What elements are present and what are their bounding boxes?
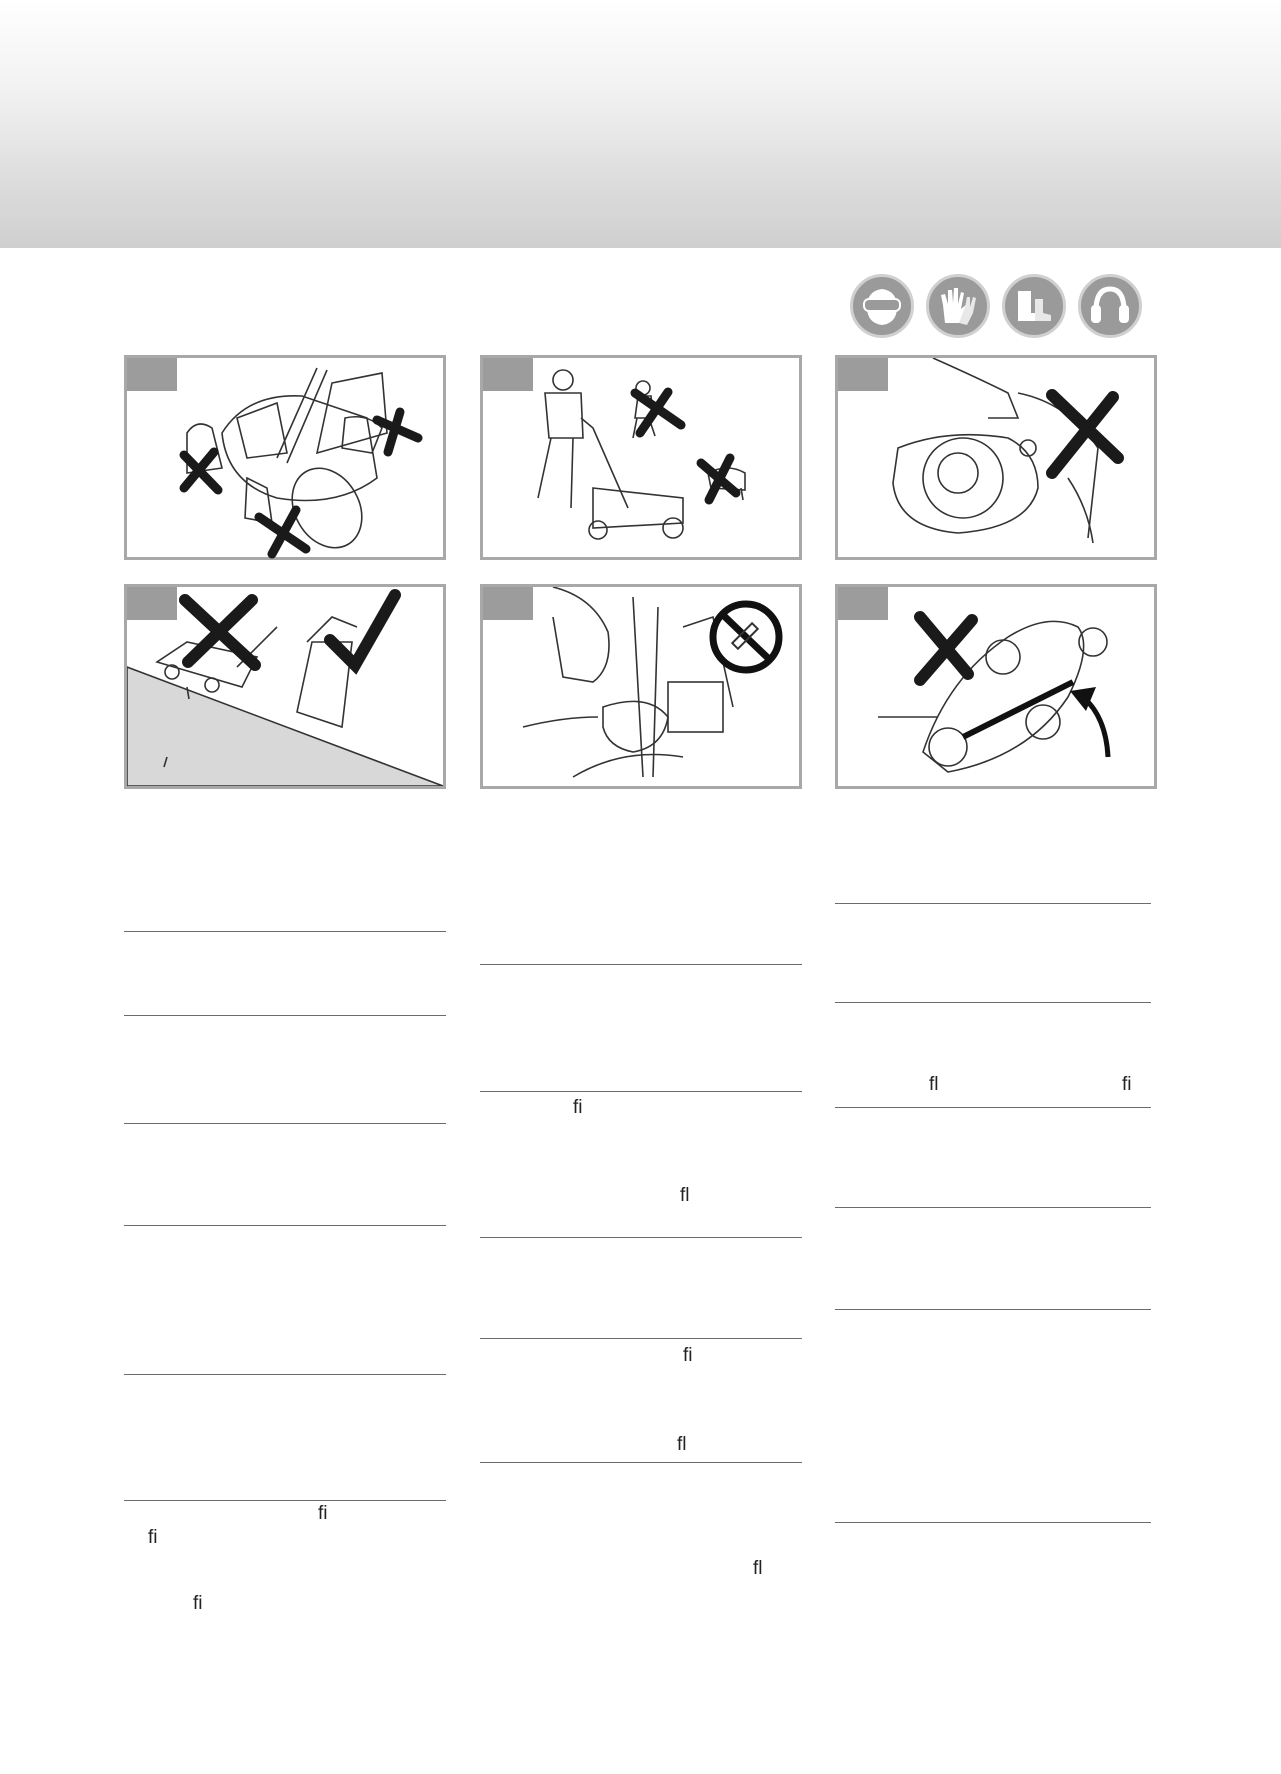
section-divider [480,1338,802,1339]
panel-4-tab [127,587,177,620]
section-divider [124,1374,446,1375]
ligature-glyph: ﬂ [677,1434,687,1455]
section-divider [835,1107,1151,1108]
panel-1-tab [127,358,177,391]
panel-3-tab [838,358,888,391]
section-divider [835,1207,1151,1208]
section-divider [124,1015,446,1016]
section-divider [480,1237,802,1238]
ear-defenders-icon [1078,274,1142,338]
safety-boots-icon [1002,274,1066,338]
ligature-glyph: ﬁ [318,1503,328,1524]
panel-2-tab [483,358,533,391]
illustration-panel-6 [835,584,1157,789]
section-divider [480,1462,802,1463]
panel-5-tab [483,587,533,620]
section-divider [835,903,1151,904]
ligature-glyph: ﬂ [929,1074,939,1095]
section-divider [835,1522,1151,1523]
illustration-panel-3 [835,355,1157,560]
section-divider [124,931,446,932]
section-divider [480,1091,802,1092]
header-band [0,0,1281,248]
ligature-glyph: ﬁ [573,1097,583,1118]
section-divider [124,1225,446,1226]
section-divider [124,1500,446,1501]
ligature-glyph: ﬁ [1122,1074,1132,1095]
illustration-panel-5 [480,584,802,789]
panel-6-tab [838,587,888,620]
section-divider [835,1002,1151,1003]
illustration-panel-1 [124,355,446,560]
section-divider [835,1309,1151,1310]
protective-gloves-icon [926,274,990,338]
section-divider [480,964,802,965]
ligature-glyph: ﬁ [193,1593,203,1614]
section-divider [124,1123,446,1124]
ligature-glyph: ﬁ [148,1527,158,1548]
ligature-glyph: ﬂ [680,1185,690,1206]
safety-goggles-icon [850,274,914,338]
illustration-panel-4 [124,584,446,789]
illustration-panel-2 [480,355,802,560]
ligature-glyph: ﬂ [753,1558,763,1579]
ligature-glyph: ﬁ [683,1345,693,1366]
